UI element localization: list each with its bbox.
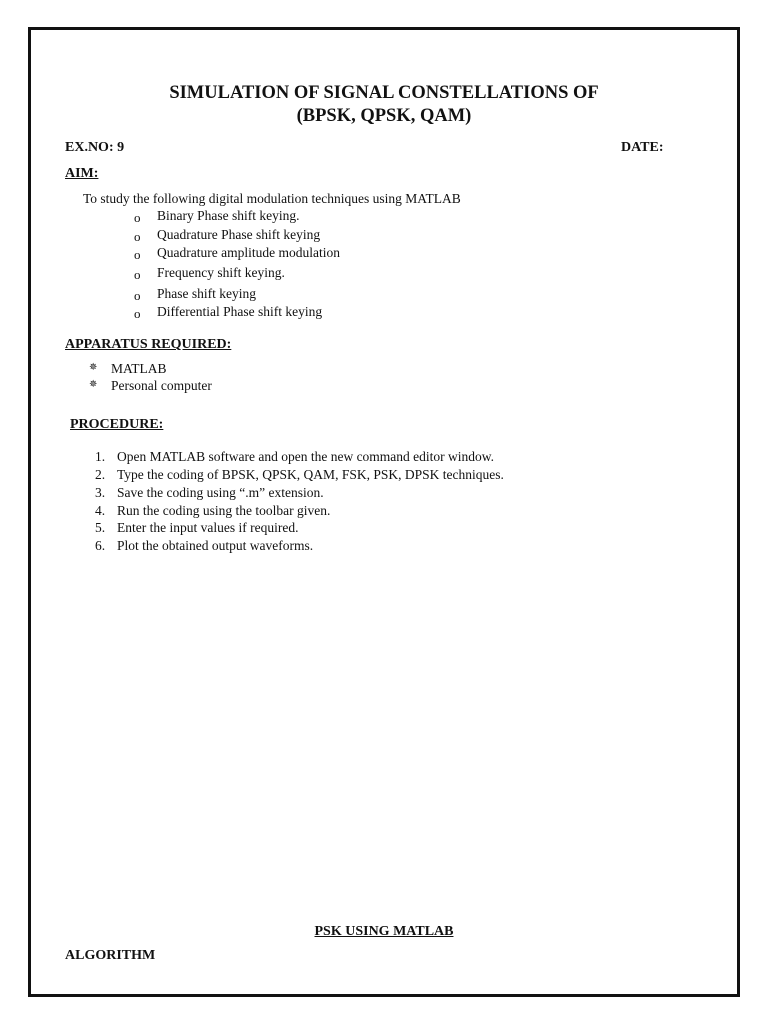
procedure-step-number: 1. xyxy=(95,449,106,464)
procedure-step-number: 6. xyxy=(95,538,106,553)
aim-item-text: Frequency shift keying. xyxy=(157,265,285,280)
document-title-line-2: (BPSK, QPSK, QAM) xyxy=(296,106,472,126)
aim-bullet: o xyxy=(134,288,141,303)
aim-bullet: o xyxy=(134,247,141,262)
aim-item-text: Phase shift keying xyxy=(157,286,256,301)
aim-item-text: Binary Phase shift keying. xyxy=(157,208,300,223)
procedure-step-text: Enter the input values if required. xyxy=(117,520,299,535)
aim-heading: AIM: xyxy=(65,166,99,181)
procedure-step-text: Save the coding using “.m” extension. xyxy=(117,485,324,500)
procedure-step-text: Open MATLAB software and open the new command editor window. xyxy=(117,449,495,464)
procedure-step-text: Plot the obtained output waveforms. xyxy=(117,538,314,553)
procedure-step-text: Run the coding using the toolbar given. xyxy=(117,503,331,518)
psk-section-heading: PSK USING MATLAB xyxy=(314,924,454,939)
aim-bullet: o xyxy=(134,306,141,321)
algorithm-heading: ALGORITHM xyxy=(65,948,156,963)
experiment-number: EX.NO: 9 xyxy=(65,140,125,155)
apparatus-item-text: Personal computer xyxy=(111,378,212,393)
aim-item-text: Differential Phase shift keying xyxy=(157,304,323,319)
aim-bullet: o xyxy=(134,210,141,225)
date-label: DATE: xyxy=(621,140,664,155)
aim-item-text: Quadrature Phase shift keying xyxy=(157,227,321,242)
procedure-step-number: 3. xyxy=(95,485,106,500)
apparatus-heading: APPARATUS REQUIRED: xyxy=(65,337,232,352)
aim-item-text: Quadrature amplitude modulation xyxy=(157,245,340,260)
procedure-step-number: 5. xyxy=(95,520,106,535)
aim-intro: To study the following digital modulation techniques using MATLAB xyxy=(83,191,461,206)
star-bullet-icon: ✵ xyxy=(89,379,98,390)
aim-bullet: o xyxy=(134,267,141,282)
document-title-line-1: SIMULATION OF SIGNAL CONSTELLATIONS OF xyxy=(169,83,599,103)
procedure-step-number: 2. xyxy=(95,467,106,482)
apparatus-item-text: MATLAB xyxy=(111,361,167,376)
procedure-heading: PROCEDURE: xyxy=(70,417,164,432)
star-bullet-icon: ✵ xyxy=(89,362,98,373)
procedure-step-number: 4. xyxy=(95,503,106,518)
procedure-step-text: Type the coding of BPSK, QPSK, QAM, FSK, PSK, DPSK techniques. xyxy=(117,467,504,482)
aim-bullet: o xyxy=(134,229,141,244)
